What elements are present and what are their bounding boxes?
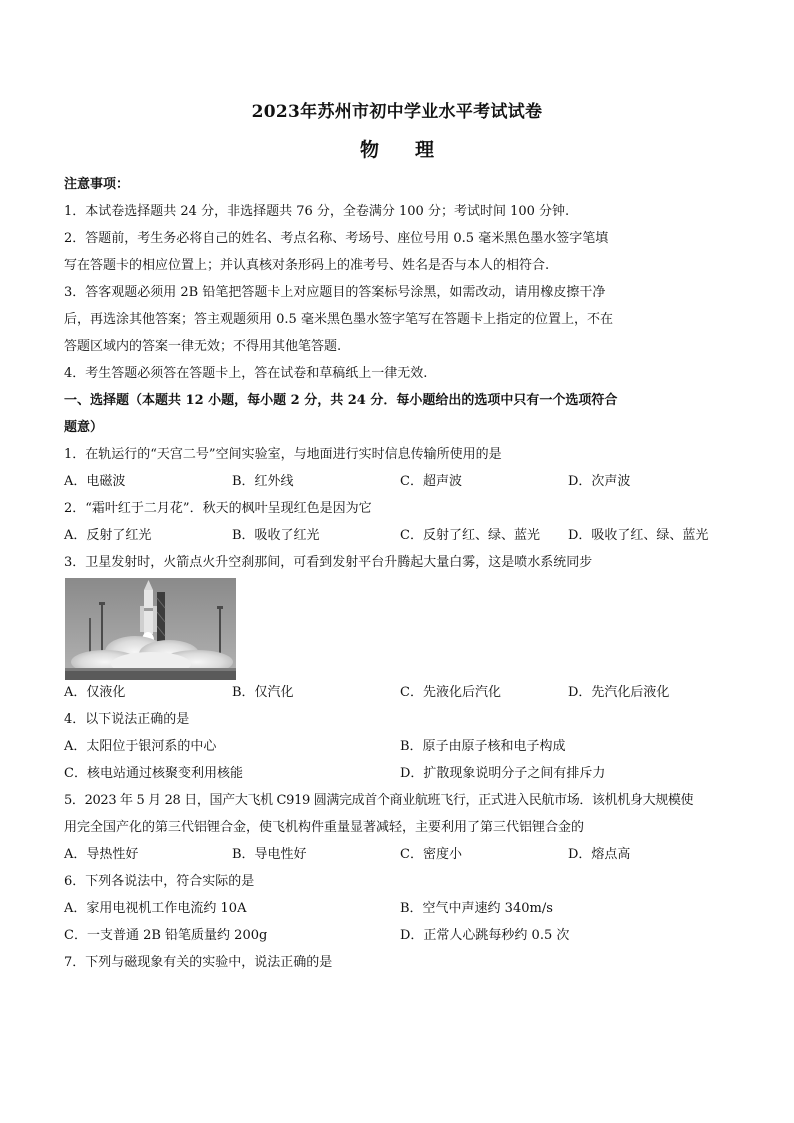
q4-option-d: D．扩散现象说明分子之间有排斥力 bbox=[400, 766, 606, 781]
q1-option-b: B．红外线 bbox=[232, 474, 294, 489]
q2-option-c: C．反射了红、绿、蓝光 bbox=[400, 528, 540, 543]
question-5-stem-line-1: 5．2023 年 5 月 28 日，国产大飞机 C919 圆满完成首个商业航班飞行，正式进入民航市场．该机机身大规模使 bbox=[64, 793, 694, 808]
question-5-stem-line-2: 用完全国产化的第三代铝锂合金，使飞机构件重量显著减轻，主要利用了第三代铝锂合金的 bbox=[64, 820, 585, 835]
q2-option-d: D．吸收了红、绿、蓝光 bbox=[568, 528, 709, 543]
question-2-options bbox=[64, 527, 744, 545]
question-4-stem: 4．以下说法正确的是 bbox=[64, 712, 190, 727]
question-5-options bbox=[64, 846, 744, 864]
q6-option-d: D．正常人心跳每秒约 0.5 次 bbox=[400, 928, 570, 943]
q4-option-a: A．太阳位于银河系的中心 bbox=[64, 739, 217, 754]
note-2-line-1: 2．答题前，考生务必将自己的姓名、考点名称、考场号、座位号用 0.5 毫米黑色墨水签字笔填 bbox=[64, 231, 609, 246]
subject-char-1: 物 bbox=[359, 139, 379, 161]
q2-option-b: B．吸收了红光 bbox=[232, 528, 320, 543]
question-4-options-row-2 bbox=[64, 765, 744, 783]
q5-option-c: C．密度小 bbox=[400, 847, 462, 862]
question-6-options-row-1 bbox=[64, 900, 744, 918]
question-3-options bbox=[64, 684, 744, 702]
note-4: 4．考生答题必须答在答题卡上，答在试卷和草稿纸上一律无效. bbox=[64, 366, 428, 381]
notes-heading: 注意事项： bbox=[64, 177, 130, 192]
q1-option-c: C．超声波 bbox=[400, 474, 462, 489]
q1-option-a: A．电磁波 bbox=[64, 474, 126, 489]
note-1: 1．本试卷选择题共 24 分，非选择题共 76 分，全卷满分 100 分；考试时间 100 分钟. bbox=[64, 204, 570, 219]
q6-option-c: C．一支普通 2B 铅笔质量约 200g bbox=[64, 928, 268, 943]
rocket-launch-photo bbox=[65, 578, 236, 680]
q5-option-b: B．导电性好 bbox=[232, 847, 307, 862]
question-6-stem: 6．下列各说法中，符合实际的是 bbox=[64, 874, 255, 889]
q3-option-a: A．仅液化 bbox=[64, 685, 126, 700]
question-1-options bbox=[64, 473, 744, 491]
q2-option-a: A．反射了红光 bbox=[64, 528, 152, 543]
note-3-line-1: 3．答客观题必须用 2B 铅笔把答题卡上对应题目的答案标号涂黑，如需改动，请用橡皮擦干净 bbox=[64, 285, 606, 300]
q3-option-c: C．先液化后汽化 bbox=[400, 685, 501, 700]
note-2-line-2: 写在答题卡的相应位置上；并认真核对条形码上的准考号、姓名是否与本人的相符合. bbox=[64, 258, 550, 273]
q3-option-b: B．仅汽化 bbox=[232, 685, 294, 700]
q5-option-d: D．熔点高 bbox=[568, 847, 631, 862]
question-1-stem: 1．在轨运行的“天宫二号”空间实验室，与地面进行实时信息传输所使用的是 bbox=[64, 447, 502, 462]
q1-option-d: D．次声波 bbox=[568, 474, 631, 489]
question-2-stem: 2．“霜叶红于二月花”．秋天的枫叶呈现红色是因为它 bbox=[64, 501, 372, 516]
question-7-stem: 7．下列与磁现象有关的实验中，说法正确的是 bbox=[64, 955, 333, 970]
q4-option-b: B．原子由原子核和电子构成 bbox=[400, 739, 566, 754]
q5-option-a: A．导热性好 bbox=[64, 847, 139, 862]
subject-char-2: 理 bbox=[415, 139, 435, 161]
question-4-options-row-1 bbox=[64, 738, 744, 756]
section-heading-line-2: 题意） bbox=[64, 420, 104, 435]
exam-title: 2023年苏州市初中学业水平考试试卷 bbox=[251, 102, 543, 122]
note-3-line-2: 后，再选涂其他答案；答主观题须用 0.5 毫米黑色墨水签字笔写在答题卡上指定的位置上，不在 bbox=[64, 312, 613, 327]
q6-option-b: B．空气中声速约 340m/s bbox=[400, 901, 553, 916]
question-3-stem: 3．卫星发射时，火箭点火升空刹那间，可看到发射平台升腾起大量白雾，这是喷水系统同步 bbox=[64, 555, 593, 570]
section-heading-line-1: 一、选择题（本题共 12 小题，每小题 2 分，共 24 分．每小题给出的选项中只有一个选项符合 bbox=[64, 393, 618, 408]
q4-option-c: C．核电站通过核聚变利用核能 bbox=[64, 766, 243, 781]
q3-option-d: D．先汽化后液化 bbox=[568, 685, 670, 700]
question-6-options-row-2 bbox=[64, 927, 744, 945]
subject-title bbox=[0, 135, 794, 162]
q6-option-a: A．家用电视机工作电流约 10A bbox=[64, 901, 247, 916]
note-3-line-3: 答题区域内的答案一律无效；不得用其他笔答题. bbox=[64, 339, 342, 354]
